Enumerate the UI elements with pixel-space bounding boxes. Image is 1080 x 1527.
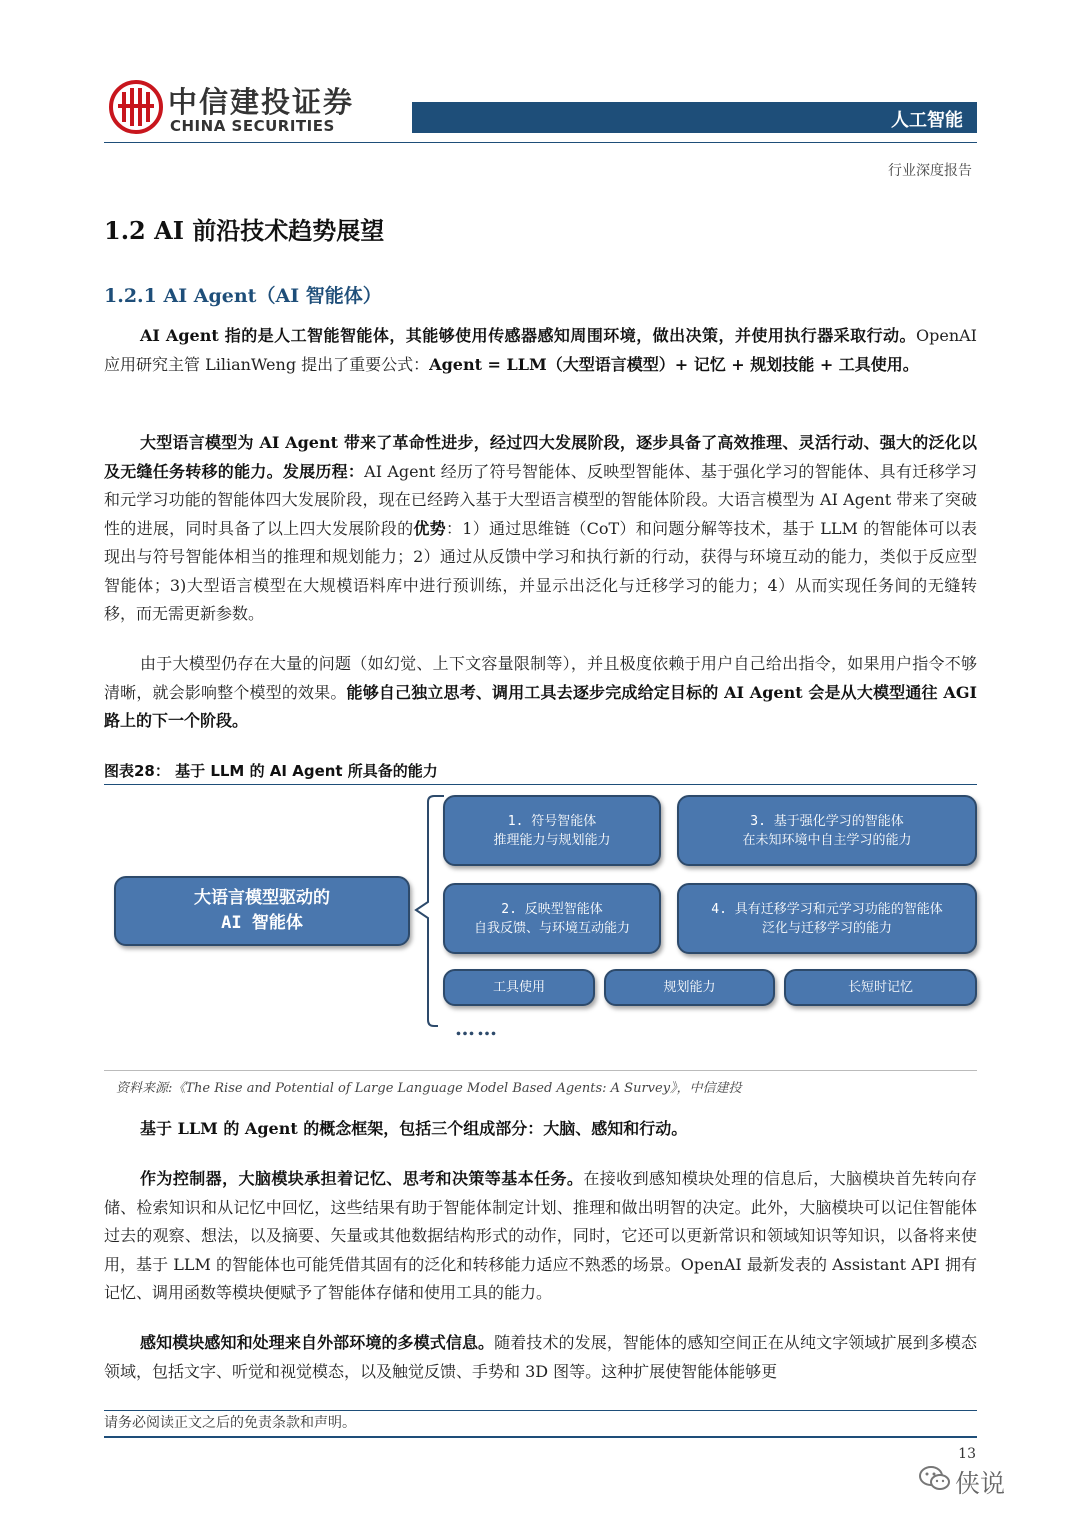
- paragraph-llm-progress: [104, 429, 977, 629]
- main-box-line2: AI 智能体: [221, 913, 303, 933]
- planning-box: [604, 969, 775, 1006]
- figure-bracket-connector: [408, 790, 448, 1035]
- body-text: 在接收到感知模块处理的信息后，大脑模块首先转向存储、检索知识和从记忆中回忆，这些结果有助于智能体制定计划、推理和做出明智的决定。此外，大脑模块可以记住智能体过去的观察、想法，以及摘要、矢量或其他数据结构形式的动作，同时，它还可以更新常识和领域知识等知识，以备将来使用，基于 LLM 的智能体也可能凭借其固有的泛化和转移能力适应不熟悉的场景。OpenAI 最新发表的 Assistant API 拥有记忆、调用函数等模块便赋予了智能体存储和使用工具的能力。: [104, 1169, 977, 1302]
- ellipsis-more: ……: [455, 1016, 499, 1040]
- logo-chinese-text: 中信建投证券: [168, 85, 355, 119]
- box-line: 规划能力: [663, 980, 716, 995]
- bold-text: 大型语言模型为 AI Agent 带来了革命性进步，经过四大发展阶段，逐步具备了高效推理、灵活行动、强大的泛化以及无缝任务转移的能力。发展历程：: [104, 433, 977, 481]
- bold-text: 优势: [413, 518, 446, 538]
- report-type-label: 行业深度报告: [888, 163, 972, 179]
- box-line: 自我反馈、与环境互动能力: [473, 920, 630, 936]
- box-line: 泛化与迁移学习的能力: [761, 920, 892, 936]
- category-label: 人工智能: [891, 110, 963, 131]
- source-rule: [104, 1070, 977, 1071]
- bold-text: Agent = LLM（大型语言模型）+ 记忆 + 规划技能 + 工具使用。: [429, 354, 919, 374]
- box-line: 4. 具有迁移学习和元学习功能的智能体: [711, 901, 943, 917]
- tool-use-box: [443, 969, 595, 1006]
- box-line: 在未知环境中自主学习的能力: [742, 832, 912, 848]
- body-text: ：1）通过思维链（CoT）和问题分解等技术，基于 LLM 的智能体可以表现出与符号智能体相当的推理和规划能力；2）通过从反馈中学习和执行新的行动，获得与环境互动的能力，类似于反应型智能体；3)大型语言模型在大规模语料库中进行预训练，并显示出泛化与迁移学习的能力；4）从而实现任务间的无缝转移，而无需更新参数。: [104, 518, 977, 623]
- category-banner: [412, 102, 977, 133]
- bold-text: 能够自己独立思考、调用工具去逐步完成给定目标的 AI Agent 会是从大模型通往 AGI 路上的下一个阶段。: [104, 682, 977, 730]
- figure-title: 图表28： 基于 LLM 的 AI Agent 所具备的能力: [104, 762, 438, 780]
- footer-top-rule: [104, 1410, 977, 1411]
- body-text: AI Agent 经历了符号智能体、反映型智能体、基于强化学习的智能体、具有迁移学习和元学习功能的智能体四大发展阶段，现在已经跨入基于大型语言模型的智能体阶段。大语言模型为 AI Agent 带来了突破性的进展，同时具备了以上四大发展阶段的: [104, 461, 977, 538]
- box-line: 2. 反映型智能体: [501, 901, 603, 917]
- disclaimer-text: 请务必阅读正文之后的免责条款和声明。: [104, 1415, 356, 1431]
- paragraph-brain-module: [104, 1165, 977, 1308]
- box-line: 工具使用: [492, 980, 545, 995]
- figure-top-rule: [104, 784, 977, 785]
- box-line: 1. 符号智能体: [507, 813, 597, 829]
- section-heading: 1.2 AI 前沿技术趋势展望: [104, 216, 385, 245]
- page-number: 13: [958, 1446, 976, 1462]
- bold-text: 作为控制器，大脑模块承担着记忆、思考和决策等基本任务。: [140, 1169, 584, 1188]
- box-line: 长短时记忆: [847, 980, 913, 995]
- body-text: OpenAI 应用研究主管 LilianWeng 提出了重要公式：: [104, 326, 977, 374]
- body-text: 由于大模型仍存在大量的问题（如幻觉、上下文容量限制等），并且极度依赖于用户自己给出指令，如果用户指令不够清晰，就会影响整个模型的效果。: [104, 654, 977, 702]
- china-securities-logo-icon: [108, 78, 164, 136]
- box-line: 3. 基于强化学习的智能体: [750, 813, 904, 829]
- header-divider: [104, 142, 977, 143]
- paragraph-perception-module: [104, 1329, 977, 1386]
- memory-box: [784, 969, 977, 1006]
- main-box-line1: 大语言模型驱动的: [194, 888, 330, 908]
- bold-text: 基于 LLM 的 Agent 的概念框架，包括三个组成部分：大脑、感知和行动。: [140, 1119, 688, 1138]
- paragraph-framework: [104, 1115, 977, 1144]
- bold-text: AI Agent 指的是人工智能智能体，其能够使用传感器感知周围环境，做出决策，并使用执行器采取行动。: [140, 326, 916, 345]
- rl-agent-box: [677, 795, 977, 866]
- wechat-icon: [918, 1464, 952, 1494]
- footer-bottom-rule: [104, 1436, 977, 1438]
- figure-source: 资料来源:《The Rise and Potential of Large Language Model Based Agents: A Survey》，中信建投: [116, 1081, 742, 1096]
- subsection-heading: 1.2.1 AI Agent（AI 智能体）: [104, 285, 382, 307]
- reactive-agent-box: [443, 883, 661, 954]
- paragraph-ai-agent-definition: [104, 322, 977, 379]
- body-text: 随着技术的发展，智能体的感知空间正在从纯文字领域扩展到多模态领域，包括文字、听觉和视觉模态，以及触觉反馈、手势和 3D 图等。这种扩展使智能体能够更: [104, 1333, 977, 1381]
- logo-english-text: CHINA SECURITIES: [170, 117, 335, 135]
- llm-agent-main-box: [114, 876, 410, 946]
- watermark-text: 侠说: [955, 1469, 1006, 1498]
- bold-text: 感知模块感知和处理来自外部环境的多模式信息。: [140, 1333, 495, 1352]
- paragraph-next-stage: [104, 650, 977, 736]
- box-line: 推理能力与规划能力: [493, 832, 611, 848]
- transfer-learning-agent-box: [677, 883, 977, 954]
- symbolic-agent-box: [443, 795, 661, 866]
